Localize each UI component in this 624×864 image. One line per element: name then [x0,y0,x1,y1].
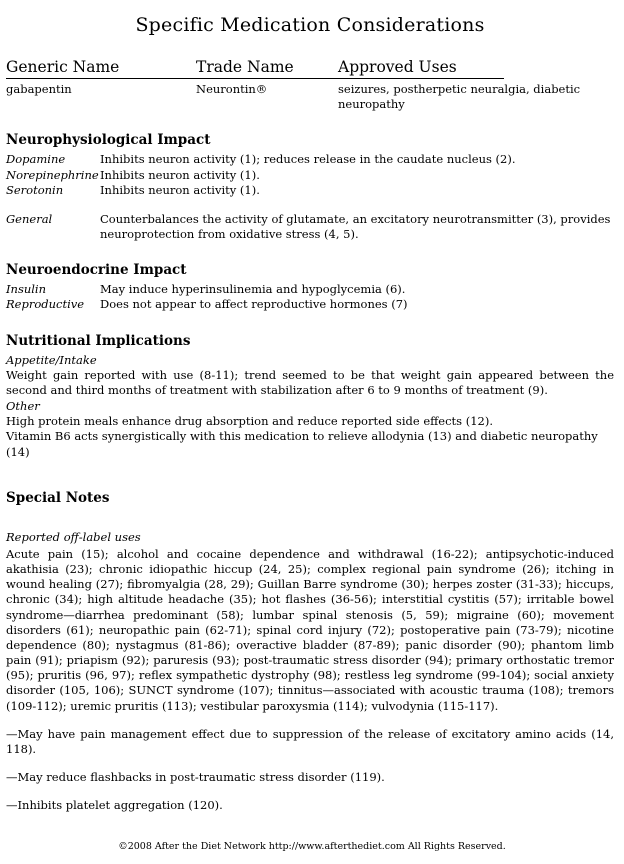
section-heading-neuroendocrine: Neuroendocrine Impact [6,262,187,279]
def-row-dopamine [6,152,614,167]
col-header-approved-uses: Approved Uses [338,58,457,76]
appetite-paragraph: Weight gain reported with use (8-11); trend seemed to be that weight gain appeared between the second and third months of treatment with stabilization after 6 to 9 months of treatment (9). [6,367,614,397]
med-table-header [6,58,504,79]
def-label-serotonin: Serotonin [6,182,64,197]
def-text-serotonin: Inhibits neuron activity (1). [100,182,260,197]
trade-name-value: Neurontin® [196,82,268,96]
col-header-generic-name: Generic Name [6,58,120,76]
special-note-2: —May reduce flashbacks in post-traumatic stress disorder (119). [6,770,385,785]
def-row-norepinephrine [6,168,614,183]
def-row-reproductive [6,297,614,312]
def-text-insulin: May induce hyperinsulinemia and hypoglycemia (6). [100,282,406,297]
section-heading-special-notes: Special Notes [6,489,110,506]
def-label-insulin: Insulin [6,282,47,297]
def-text-general: Counterbalances the activity of glutamate, an excitatory neurotransmitter (3), provides neuroprotection from oxidative stress (4, 5). [100,211,611,242]
subhead-off-label-uses: Reported off-label uses [6,529,141,544]
approved-uses-value: seizures, postherpetic neuralgia, diabetic neuropathy [338,82,581,112]
def-row-serotonin [6,183,614,198]
col-header-trade-name: Trade Name [196,58,294,76]
def-row-general [6,212,614,242]
def-text-dopamine: Inhibits neuron activity (1); reduces release in the caudate nucleus (2). [100,152,516,167]
def-label-dopamine: Dopamine [6,152,66,167]
generic-name-value: gabapentin [6,82,72,96]
off-label-uses-paragraph: Acute pain (15); alcohol and cocaine dependence and withdrawal (16-22); antipsychotic-induced akathisia (23); chronic idiopathic hiccup (24, 25); complex regional pain syndrome (26); itching in wound healing (27); fibromyalgia (28, 29); Guillan Barre syndrome (30); herpes zoster (31-33); hiccups, chronic (34); high altitude headache (35); hot flashes (36-56); interstitial cystitis (57); irritable bowel syndrome—diarrhea predominant (58); lumbar spinal stenosis (5, 59); migraine (60); movement disorders (61); neuropathic pain (62-71); spinal cord injury (72); postoperative pain (73-79); nicotine dependence (80); nystagmus (81-86); overactive bladder (87-89); panic disorder (90); phantom limb pain (91); priapism (92); paruresis (93); post-traumatic stress disorder (94); primary orthostatic tremor (95); pruritis (96, 97); reflex sympathetic dystrophy (98); restless leg syndrome (99-104); social anxiety disorder (105, 106); SUNCT syndrome (107); tinnitus—associated with acoustic trauma (108); tremors (109-112); uremic pruritis (113); vestibular paroxysmia (114); vulvodynia (115-117). [6,546,614,713]
def-label-norepinephrine: Norepinephrine [6,167,99,182]
def-text-reproductive: Does not appear to affect reproductive hormones (7) [100,297,408,312]
def-text-norepinephrine: Inhibits neuron activity (1). [100,167,260,182]
other-line-1: High protein meals enhance drug absorption and reduce reported side effects (12). [6,414,493,429]
def-row-insulin [6,282,614,297]
page-title: Specific Medication Considerations [135,14,485,36]
copyright-footer: ©2008 After the Diet Network http://www.afterthediet.com All Rights Reserved. [118,841,506,852]
special-note-3: —Inhibits platelet aggregation (120). [6,798,223,813]
other-line-2: Vitamin B6 acts synergistically with this medication to relieve allodynia (13) and diabetic neuropathy (14) [6,429,598,459]
subhead-appetite-intake: Appetite/Intake [6,352,97,367]
subhead-other: Other [6,399,40,414]
section-heading-nutritional: Nutritional Implications [6,332,191,349]
def-label-general: General [6,211,53,226]
def-label-reproductive: Reproductive [6,297,85,312]
med-table-row [6,82,614,112]
section-heading-neurophysiological: Neurophysiological Impact [6,132,211,149]
special-note-1: —May have pain management effect due to suppression of the release of excitatory amino acids (14, 118). [6,726,614,756]
